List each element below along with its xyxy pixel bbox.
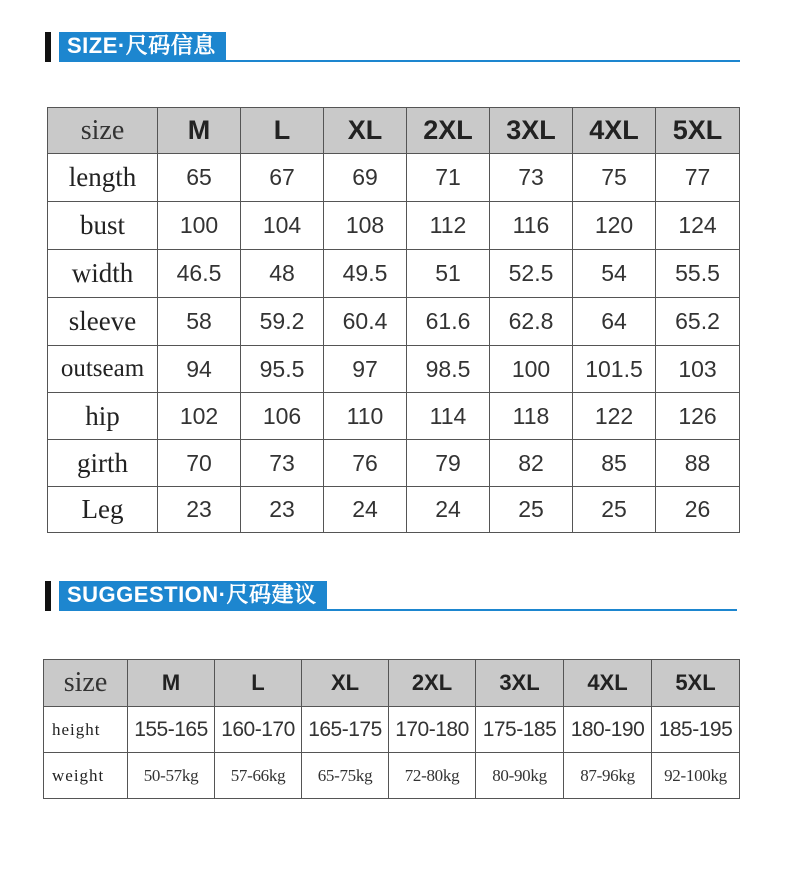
header-size-label: size (48, 108, 158, 154)
cell: 87-96kg (564, 753, 652, 799)
header-size-l: L (241, 108, 324, 154)
cell: 100 (490, 346, 573, 393)
cell: 73 (241, 440, 324, 487)
cell: 114 (407, 393, 490, 440)
cell: 57-66kg (215, 753, 302, 799)
cell: 65-75kg (302, 753, 389, 799)
row-label-width: width (48, 250, 158, 298)
cell: 100 (158, 202, 241, 250)
cell: 104 (241, 202, 324, 250)
header-size-2xl: 2XL (407, 108, 490, 154)
row-label-girth: girth (48, 440, 158, 487)
cell: 80-90kg (476, 753, 564, 799)
cell: 124 (656, 202, 740, 250)
header-size-xl: XL (324, 108, 407, 154)
header-size-5xl: 5XL (652, 660, 740, 707)
cell: 79 (407, 440, 490, 487)
header-size-4xl: 4XL (573, 108, 656, 154)
row-label-sleeve: sleeve (48, 298, 158, 346)
header-size-l: L (215, 660, 302, 707)
cell: 61.6 (407, 298, 490, 346)
cell: 85 (573, 440, 656, 487)
cell: 120 (573, 202, 656, 250)
header-size-4xl: 4XL (564, 660, 652, 707)
cell: 62.8 (490, 298, 573, 346)
row-label-outseam: outseam (48, 346, 158, 393)
cell: 95.5 (241, 346, 324, 393)
cell: 101.5 (573, 346, 656, 393)
cell: 103 (656, 346, 740, 393)
cell: 97 (324, 346, 407, 393)
cell: 155-165 (128, 707, 215, 753)
cell: 170-180 (389, 707, 476, 753)
header-marker-bar (45, 581, 51, 611)
size-section-header (45, 32, 740, 66)
table-row (48, 440, 740, 487)
cell: 58 (158, 298, 241, 346)
cell: 24 (324, 487, 407, 533)
cell: 88 (656, 440, 740, 487)
suggestion-table (43, 659, 740, 799)
header-size-3xl: 3XL (490, 108, 573, 154)
cell: 49.5 (324, 250, 407, 298)
cell: 24 (407, 487, 490, 533)
table-row (44, 707, 740, 753)
size-table (47, 107, 740, 533)
cell: 50-57kg (128, 753, 215, 799)
cell: 102 (158, 393, 241, 440)
cell: 48 (241, 250, 324, 298)
cell: 77 (656, 154, 740, 202)
row-label-leg: Leg (48, 487, 158, 533)
header-rule (59, 60, 740, 62)
header-size-3xl: 3XL (476, 660, 564, 707)
cell: 54 (573, 250, 656, 298)
cell: 73 (490, 154, 573, 202)
row-label-weight: weight (44, 753, 128, 799)
header-rule (59, 609, 737, 611)
cell: 175-185 (476, 707, 564, 753)
cell: 23 (241, 487, 324, 533)
cell: 64 (573, 298, 656, 346)
header-size-label: size (44, 660, 128, 707)
cell: 112 (407, 202, 490, 250)
cell: 160-170 (215, 707, 302, 753)
cell: 75 (573, 154, 656, 202)
suggestion-section-header (45, 581, 737, 615)
cell: 92-100kg (652, 753, 740, 799)
cell: 118 (490, 393, 573, 440)
table-row (44, 753, 740, 799)
cell: 108 (324, 202, 407, 250)
cell: 23 (158, 487, 241, 533)
cell: 110 (324, 393, 407, 440)
size-table-header-row (48, 108, 740, 154)
row-label-bust: bust (48, 202, 158, 250)
cell: 180-190 (564, 707, 652, 753)
cell: 59.2 (241, 298, 324, 346)
cell: 51 (407, 250, 490, 298)
cell: 185-195 (652, 707, 740, 753)
cell: 65 (158, 154, 241, 202)
cell: 98.5 (407, 346, 490, 393)
cell: 55.5 (656, 250, 740, 298)
table-row (48, 393, 740, 440)
cell: 71 (407, 154, 490, 202)
cell: 82 (490, 440, 573, 487)
cell: 26 (656, 487, 740, 533)
cell: 76 (324, 440, 407, 487)
cell: 106 (241, 393, 324, 440)
cell: 69 (324, 154, 407, 202)
cell: 60.4 (324, 298, 407, 346)
header-size-m: M (128, 660, 215, 707)
row-label-length: length (48, 154, 158, 202)
cell: 72-80kg (389, 753, 476, 799)
header-size-2xl: 2XL (389, 660, 476, 707)
table-row (48, 202, 740, 250)
cell: 70 (158, 440, 241, 487)
table-row (48, 154, 740, 202)
cell: 126 (656, 393, 740, 440)
table-row (48, 487, 740, 533)
cell: 67 (241, 154, 324, 202)
cell: 46.5 (158, 250, 241, 298)
cell: 25 (573, 487, 656, 533)
header-size-5xl: 5XL (656, 108, 740, 154)
table-row (48, 298, 740, 346)
table-row (48, 250, 740, 298)
cell: 65.2 (656, 298, 740, 346)
cell: 165-175 (302, 707, 389, 753)
header-size-xl: XL (302, 660, 389, 707)
table-row (48, 346, 740, 393)
cell: 94 (158, 346, 241, 393)
size-section-title: SIZE·尺码信息 (59, 32, 226, 60)
cell: 122 (573, 393, 656, 440)
cell: 52.5 (490, 250, 573, 298)
header-marker-bar (45, 32, 51, 62)
cell: 116 (490, 202, 573, 250)
cell: 25 (490, 487, 573, 533)
header-size-m: M (158, 108, 241, 154)
row-label-hip: hip (48, 393, 158, 440)
row-label-height: height (44, 707, 128, 753)
suggestion-section-title: SUGGESTION·尺码建议 (59, 581, 327, 609)
suggestion-table-header-row (44, 660, 740, 707)
